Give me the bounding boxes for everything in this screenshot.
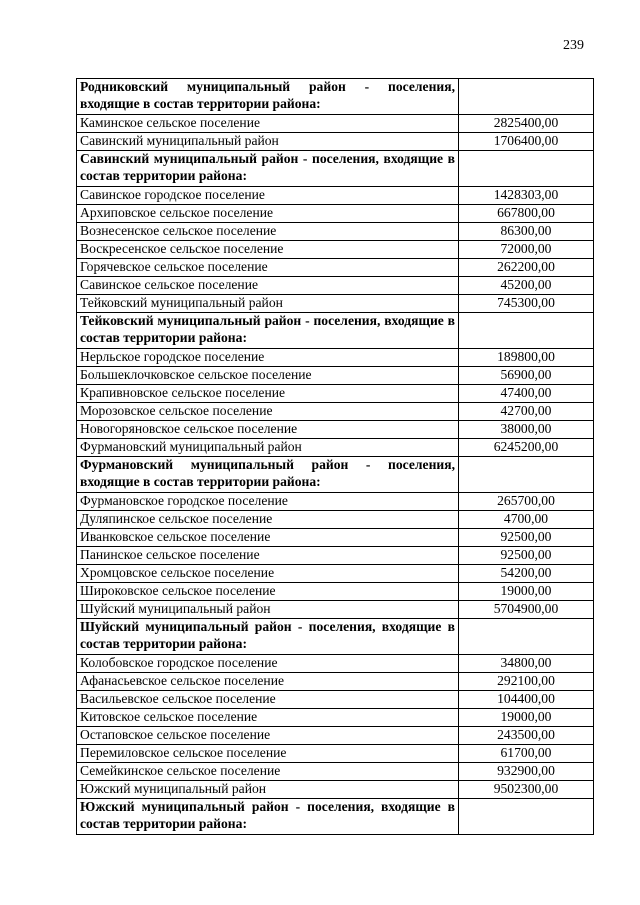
table-row (77, 241, 594, 259)
amount-cell: 9502300,00 (459, 781, 594, 799)
table-row (77, 187, 594, 205)
settlement-name-cell: Горячевское сельское поселение (77, 259, 459, 277)
amount-cell: 265700,00 (459, 493, 594, 511)
amount-cell: 189800,00 (459, 349, 594, 367)
settlement-name-cell: Тейковский муниципальный район (77, 295, 459, 313)
amount-cell: 19000,00 (459, 583, 594, 601)
amount-cell (459, 313, 594, 349)
table-row (77, 133, 594, 151)
settlement-name-cell: Архиповское сельское поселение (77, 205, 459, 223)
settlement-name-cell: Дуляпинское сельское поселение (77, 511, 459, 529)
amount-cell: 104400,00 (459, 691, 594, 709)
amount-cell: 5704900,00 (459, 601, 594, 619)
settlement-name-cell: Хромцовское сельское поселение (77, 565, 459, 583)
amount-cell: 42700,00 (459, 403, 594, 421)
table-row (77, 385, 594, 403)
table-row (77, 295, 594, 313)
table-section-header (77, 151, 594, 187)
budget-table (76, 78, 594, 835)
settlement-name-cell: Афанасьевское сельское поселение (77, 673, 459, 691)
amount-cell: 54200,00 (459, 565, 594, 583)
settlement-name-cell: Нерльское городское поселение (77, 349, 459, 367)
table-row (77, 205, 594, 223)
amount-cell: 47400,00 (459, 385, 594, 403)
settlement-name-cell: Фурмановское городское поселение (77, 493, 459, 511)
amount-cell: 56900,00 (459, 367, 594, 385)
amount-cell: 38000,00 (459, 421, 594, 439)
table-row (77, 655, 594, 673)
table-row (77, 223, 594, 241)
table-row (77, 547, 594, 565)
settlement-name-cell: Новогоряновское сельское поселение (77, 421, 459, 439)
amount-cell (459, 799, 594, 835)
settlement-name-cell: Южский муниципальный район (77, 781, 459, 799)
table-row (77, 601, 594, 619)
settlement-name-cell: Китовское сельское поселение (77, 709, 459, 727)
amount-cell (459, 457, 594, 493)
settlement-name-cell: Воскресенское сельское поселение (77, 241, 459, 259)
amount-cell: 92500,00 (459, 547, 594, 565)
amount-cell (459, 79, 594, 115)
amount-cell (459, 619, 594, 655)
table-row (77, 493, 594, 511)
settlement-name-cell: Морозовское сельское поселение (77, 403, 459, 421)
table-row (77, 763, 594, 781)
settlement-name-cell: Колобовское городское поселение (77, 655, 459, 673)
table-row (77, 403, 594, 421)
settlement-name-cell: Шуйский муниципальный район (77, 601, 459, 619)
table-row (77, 529, 594, 547)
settlement-name-cell: Панинское сельское поселение (77, 547, 459, 565)
settlement-name-cell: Перемиловское сельское поселение (77, 745, 459, 763)
section-title-cell: Родниковский муниципальный район - поселения, входящие в состав территории района: (77, 79, 459, 115)
amount-cell: 92500,00 (459, 529, 594, 547)
settlement-name-cell: Васильевское сельское поселение (77, 691, 459, 709)
table-row (77, 277, 594, 295)
amount-cell: 19000,00 (459, 709, 594, 727)
amount-cell (459, 151, 594, 187)
table-row (77, 439, 594, 457)
settlement-name-cell: Савинское городское поселение (77, 187, 459, 205)
amount-cell: 932900,00 (459, 763, 594, 781)
settlement-name-cell: Савинский муниципальный район (77, 133, 459, 151)
table-row (77, 511, 594, 529)
settlement-name-cell: Крапивновское сельское поселение (77, 385, 459, 403)
settlement-name-cell: Большеклочковское сельское поселение (77, 367, 459, 385)
table-row (77, 727, 594, 745)
table-row (77, 349, 594, 367)
amount-cell: 4700,00 (459, 511, 594, 529)
amount-cell: 86300,00 (459, 223, 594, 241)
settlement-name-cell: Широковское сельское поселение (77, 583, 459, 601)
section-title-cell: Тейковский муниципальный район - поселения, входящие в состав территории района: (77, 313, 459, 349)
table-row (77, 565, 594, 583)
settlement-name-cell: Фурмановский муниципальный район (77, 439, 459, 457)
table-row (77, 367, 594, 385)
table-row (77, 259, 594, 277)
amount-cell: 1706400,00 (459, 133, 594, 151)
settlement-name-cell: Вознесенское сельское поселение (77, 223, 459, 241)
table-row (77, 781, 594, 799)
table-section-header (77, 457, 594, 493)
table-row (77, 745, 594, 763)
amount-cell: 72000,00 (459, 241, 594, 259)
section-title-cell: Шуйский муниципальный район - поселения, входящие в состав территории района: (77, 619, 459, 655)
amount-cell: 6245200,00 (459, 439, 594, 457)
table-section-header (77, 79, 594, 115)
table-section-header (77, 799, 594, 835)
table-section-header (77, 619, 594, 655)
settlement-name-cell: Савинское сельское поселение (77, 277, 459, 295)
section-title-cell: Фурмановский муниципальный район - поселения, входящие в состав территории района: (77, 457, 459, 493)
amount-cell: 34800,00 (459, 655, 594, 673)
amount-cell: 262200,00 (459, 259, 594, 277)
table-row (77, 709, 594, 727)
amount-cell: 61700,00 (459, 745, 594, 763)
amount-cell: 292100,00 (459, 673, 594, 691)
table-row (77, 421, 594, 439)
amount-cell: 45200,00 (459, 277, 594, 295)
amount-cell: 243500,00 (459, 727, 594, 745)
section-title-cell: Савинский муниципальный район - поселения, входящие в состав территории района: (77, 151, 459, 187)
amount-cell: 2825400,00 (459, 115, 594, 133)
table-row (77, 691, 594, 709)
settlement-name-cell: Семейкинское сельское поселение (77, 763, 459, 781)
table-section-header (77, 313, 594, 349)
settlement-name-cell: Каминское сельское поселение (77, 115, 459, 133)
page-number: 239 (563, 38, 584, 53)
table-row (77, 583, 594, 601)
section-title-cell: Южский муниципальный район - поселения, входящие в состав территории района: (77, 799, 459, 835)
amount-cell: 667800,00 (459, 205, 594, 223)
table-row (77, 673, 594, 691)
table-row (77, 115, 594, 133)
amount-cell: 745300,00 (459, 295, 594, 313)
settlement-name-cell: Иванковское сельское поселение (77, 529, 459, 547)
settlement-name-cell: Остаповское сельское поселение (77, 727, 459, 745)
amount-cell: 1428303,00 (459, 187, 594, 205)
